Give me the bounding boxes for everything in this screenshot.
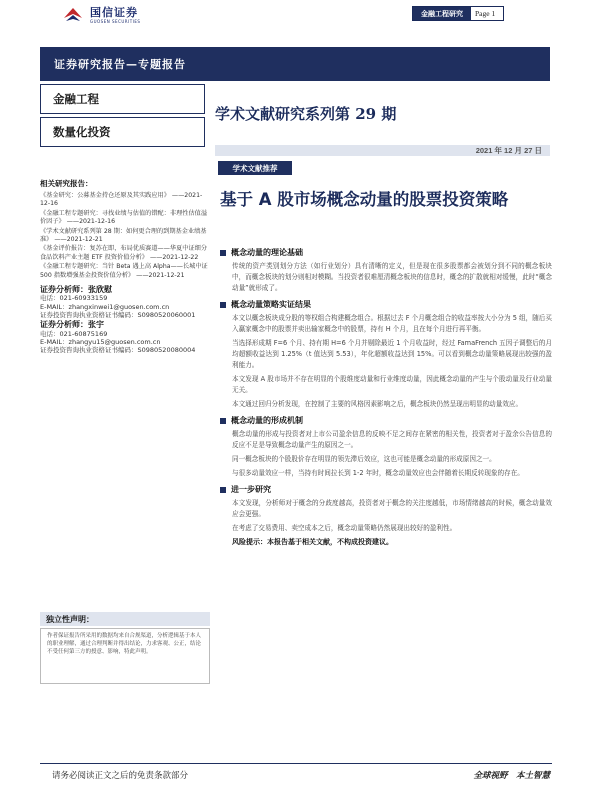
header-tag-label: 金融工程研究 <box>413 7 471 20</box>
analyst-email[interactable]: E-MAIL：zhangyu15@guosen.com.cn <box>40 337 161 346</box>
page-title: 基于 A 股市场概念动量的股票投资策略 <box>220 190 509 209</box>
section-paragraph: 概念动量的形成与投资者对上市公司盈余信息的反映不足之间存在紧密的相关性，投资者对于盈余公告信息的反应不足是导致概念动量产生的原因之一。 <box>232 430 552 449</box>
guosen-logo <box>62 4 140 26</box>
sidebar <box>40 178 210 354</box>
analyst-email[interactable]: E-MAIL：zhangxinwei1@guosen.com.cn <box>40 302 170 311</box>
analyst-block <box>40 321 210 354</box>
logo-mark-icon <box>62 6 84 24</box>
square-bullet-icon <box>220 302 226 308</box>
square-bullet-icon <box>220 250 226 256</box>
section-paragraph: 同一概念板块的个股股价存在明显的领先滞后效应，这也可能是概念动量的形成原因之一。 <box>232 455 496 463</box>
section-paragraph: 本文发现 A 股市场并不存在明显的个股维度动量和行业维度动量，因此概念动量的产生与个股动量及行业动量无关。 <box>232 375 552 394</box>
related-report-item[interactable]: 《金融工程专题研究：当针 Beta 遇上高 Alpha——长城中证 500 指数增强基金投资价值分析》 ——2021-12-21 <box>40 263 208 279</box>
footer-disclaimer-note: 请务必阅读正文之后的免责条款部分 <box>52 771 189 781</box>
section-paragraph: 当选择形成期 F=6 个月、持有期 H=6 个月并剔除最近 1 个月收益时，经过 FamaFrench 五因子调整后的月均超额收益达到 1.25%（t 值达到 5.53），年化超额收益达到 15%。可以看到概念动量策略展现出较强的盈利能力。 <box>232 339 552 369</box>
related-reports-heading: 相关研究报告： <box>40 179 93 188</box>
related-report-item[interactable]: 《基金研究：公募基金持仓还原及其实践应用》 ——2021-12-16 <box>40 192 203 208</box>
logo-en-text: GUOSEN SECURITIES <box>90 18 141 24</box>
section-paragraph: 本文以概念板块成分股的等权组合构建概念组合。根据过去 F 个月概念组合的收益率按大小分为 5 组，随后买入赢家概念中的股票并卖出输家概念中的股票，持有 H 个月，且在每个月进行再平衡。 <box>232 314 552 333</box>
square-bullet-icon <box>220 418 226 424</box>
section-heading: 进一步研究 <box>231 485 271 494</box>
analyst-name: 证券分析师：张欣慰 <box>40 285 112 295</box>
section-paragraph: 本文发现，分析师对于概念的分歧度越高，投资者对于概念的关注度越低，市场情绪越高的时候，概念动量效应会更强。 <box>232 499 552 518</box>
section-mechanism <box>220 415 552 479</box>
analyst-cert: 证券投资咨询执业资格证书编码：S0980520060001 <box>40 310 196 319</box>
page-number: Page 1 <box>471 7 503 20</box>
section-heading: 概念动量策略实证结果 <box>231 300 311 309</box>
section-empirical <box>220 299 552 410</box>
report-type-banner: 证券研究报告—专题报告 <box>40 47 550 81</box>
footer-divider <box>40 763 552 764</box>
analyst-phone: 电话：021-60933159 <box>40 294 108 303</box>
category-quant-investing: 数量化投资 <box>40 117 205 147</box>
logo-cn-text: 国信证券 <box>90 5 138 19</box>
section-heading: 概念动量的形成机制 <box>231 416 303 425</box>
section-heading: 概念动量的理论基础 <box>231 248 303 257</box>
section-paragraph: 本文通过回归分析发现，在控制了主要的风格因素影响之后，概念板块仍然呈现出明显的动量效应。 <box>232 400 523 408</box>
section-theory <box>220 247 552 294</box>
header-tag <box>412 6 504 21</box>
analyst-phone: 电话：021-60875169 <box>40 329 108 338</box>
independence-statement-heading: 独立性声明： <box>40 612 210 626</box>
section-further-research <box>220 484 552 547</box>
analyst-name: 证券分析师：张宇 <box>40 320 104 330</box>
related-report-item[interactable]: 《基金评价报告：复苏在即，布局优质赛道——华夏中证细分食品饮料产业主题 ETF 投资价值分析》 ——2021-12-22 <box>40 245 208 261</box>
report-summary <box>220 247 552 552</box>
section-paragraph: 与很多动量效应一样，当持有时间拉长到 1-2 年时，概念动量效应也会伴随着长期反转现象的存在。 <box>232 469 524 477</box>
category-financial-engineering: 金融工程 <box>40 84 205 114</box>
section-paragraph: 传统的资产类别划分方法（如行业划分）具有清晰的定义，但是现在很多股票都会被划分到不同的概念板块中，而概念板块的划分则相对模糊。当投资者很难厘清概念板块的信息时，概念的扩散就相对缓慢，此时“概念动量”就形成了。 <box>232 262 552 292</box>
report-date: 2021 年 12 月 27 日 <box>215 145 550 156</box>
series-title: 学术文献研究系列第 29 期 <box>215 105 397 123</box>
related-report-item[interactable]: 《金融工程专题研究：寻找业绩与估值的错配：非理性估值溢价因子》 ——2021-12-16 <box>40 209 208 226</box>
footer-slogan: 全球视野 本土智慧 <box>473 771 550 781</box>
risk-warning: 风险提示：本报告基于相关文献，不构成投资建议。 <box>232 538 393 546</box>
section-paragraph: 在考虑了交易费用、卖空成本之后，概念动量策略仍然展现出较好的盈利性。 <box>232 524 457 532</box>
analyst-block <box>40 286 210 319</box>
related-report-item[interactable]: 《学术文献研究系列第 28 期：如何更合理的到期基金业绩基准》 ——2021-12-21 <box>40 227 207 244</box>
square-bullet-icon <box>220 487 226 493</box>
independence-statement: 作者保证报告所采用的数据均来自合规渠道，分析逻辑基于本人的职业理解，通过合理判断并得出结论，力求客观、公正，结论不受任何第三方的授意、影响，特此声明。 <box>40 628 210 684</box>
analyst-cert: 证券投资咨询执业资格证书编码：S0980520080004 <box>40 346 196 355</box>
recommendation-tag: 学术文献推荐 <box>218 161 292 175</box>
